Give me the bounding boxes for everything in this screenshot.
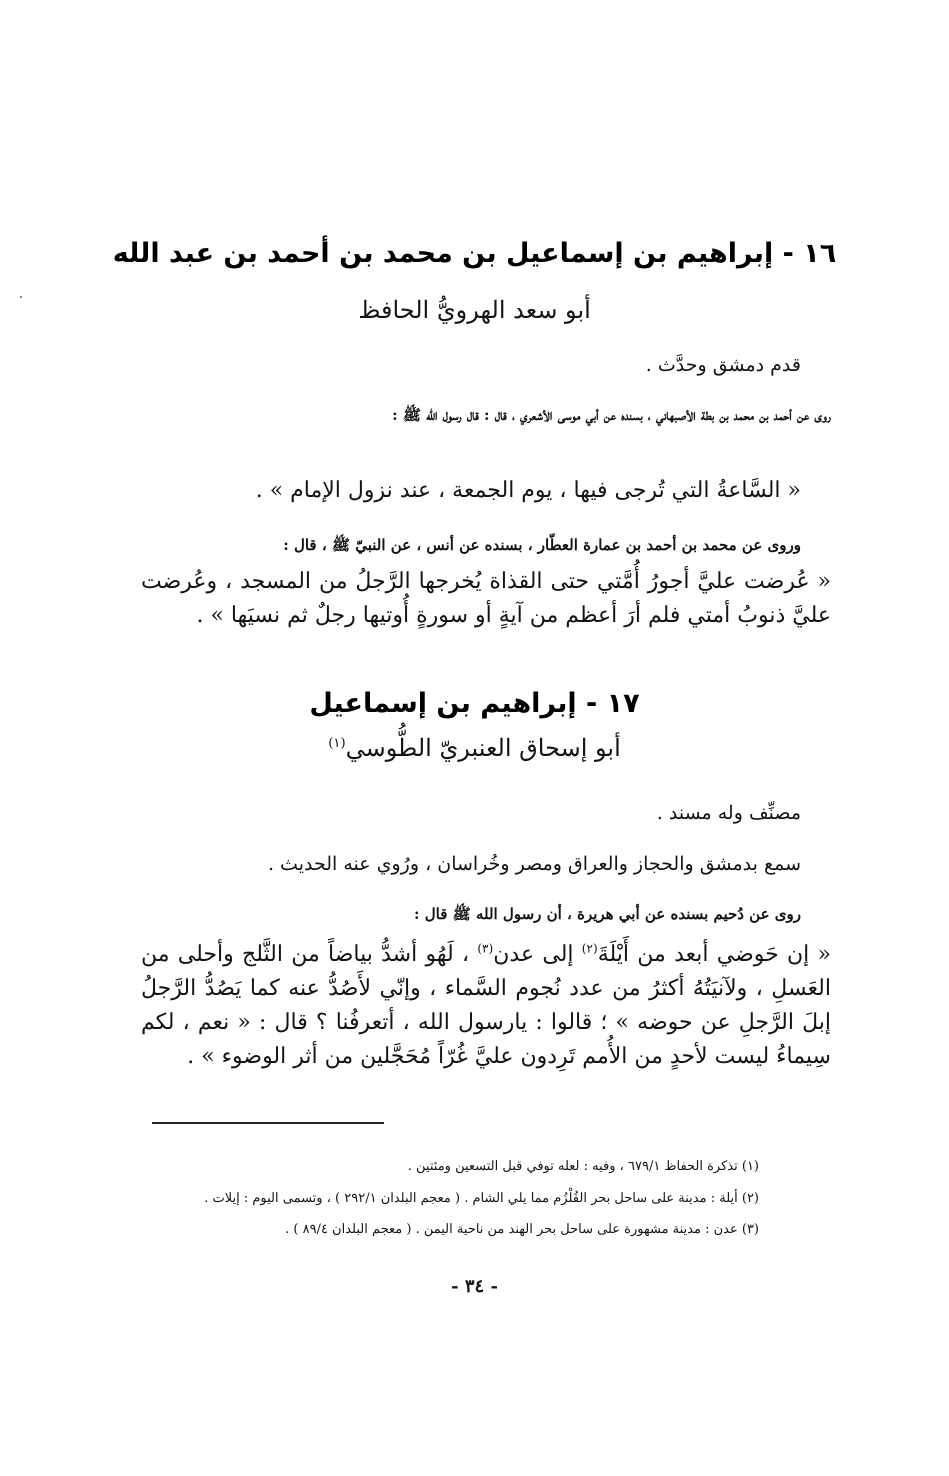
entry-16-hadith-2: « عُرضت عليَّ أجورُ أُمَّتي حتى القذاة يُخرجها الرَّجلُ من المسجد ، وعُرضت عليَّ ذنوبُ أمتي فلم أرَ أعظم من آيةٍ أو سورةٍ أُوتيها رجلٌ ثم نسيَها » . [141, 569, 831, 629]
scan-speck [20, 296, 22, 298]
footnote-1: (١) تذكرة الحفاظ ٦٧٩/١ ، وفيه : لعله توفي قبل التسعين ومئتين . [407, 1159, 759, 1174]
entry-16-subtitle: أبو سعد الهرويُّ الحافظ [358, 296, 591, 324]
entry-17-chain: روى عن دُحيم بسنده عن أبي هريرة ، أن رسول الله ﷺ قال : [414, 905, 801, 923]
entry-17-subtitle: أبو إسحاق العنبريّ الطُّوسي$^{(١)}$ [328, 734, 621, 762]
entry-16-chain-1: روى عن أحمد بن محمد بن بطة الأصبهاني ، بسنده عن أبي موسى الأشعري ، قال : قال رسول الله ﷺ : [392, 406, 831, 424]
entry-16-title: ١٦ - إبراهيم بن إسماعيل بن محمد بن أحمد بن عبد الله [112, 238, 837, 269]
footnote-3: (٣) عدن : مدينة مشهورة على ساحل بحر الهند من ناحية اليمن . ( معجم البلدان ٨٩/٤ ) . [285, 1222, 759, 1237]
entry-16-chain-2: وروى عن محمد بن أحمد بن عمارة العطّار ، بسنده عن أنس ، عن النبيّ ﷺ ، قال : [283, 536, 801, 554]
footnote-ref-1: (١) [328, 736, 346, 751]
footnote-separator [152, 1122, 384, 1124]
footnote-ref-2: (٢) [581, 941, 598, 956]
page-number: - ٣٤ - [451, 1276, 498, 1297]
entry-17-intro: مصنِّف وله مسند . [656, 802, 801, 824]
entry-17-travels: سمع بدمشق والحجاز والعراق ومصر وخُراسان ، ورُوي عنه الحديث . [267, 853, 801, 875]
entry-17-hadith: « إن حَوضي أبعد من أَيْلَةَ$^{(٢)}$ إلى عدن$^{(٣)}$ ، لَهُو أشدُّ بياضاً من الثَّلج وأحلى من العَسلِ ، ولآنيَتُهُ أكثرُ من عدد نُجوم السَّماء ، وإنّي لأَصُدُّ عنه كما يَصُدُّ الرَّجلُ إبلَ الرَّجلِ عن حوضه » ؛ قالوا : يارسول الله ، أتعرفُنا ؟ قال : « نعم ، لكم سِيماءُ ليست لأحدٍ من الأُمم تَرِدون عليَّ غُرّاً مُحَجَّلين من أثر الوضوء » . [141, 941, 831, 1070]
footnote-ref-3: (٣) [477, 941, 494, 956]
entry-17-title: ١٧ - إبراهيم بن إسماعيل [309, 688, 640, 719]
footnote-2: (٢) أيلة : مدينة على ساحل بحر القُلْزُم مما يلي الشام . ( معجم البلدان ٢٩٢/١ ) ، وتسمى اليوم : إيلات . [204, 1191, 759, 1206]
entry-16-intro: قدم دمشق وحدَّث . [645, 354, 801, 376]
entry-16-hadith-1: « السَّاعةُ التي تُرجى فيها ، يوم الجمعة ، عند نزول الإمام » . [255, 478, 801, 503]
